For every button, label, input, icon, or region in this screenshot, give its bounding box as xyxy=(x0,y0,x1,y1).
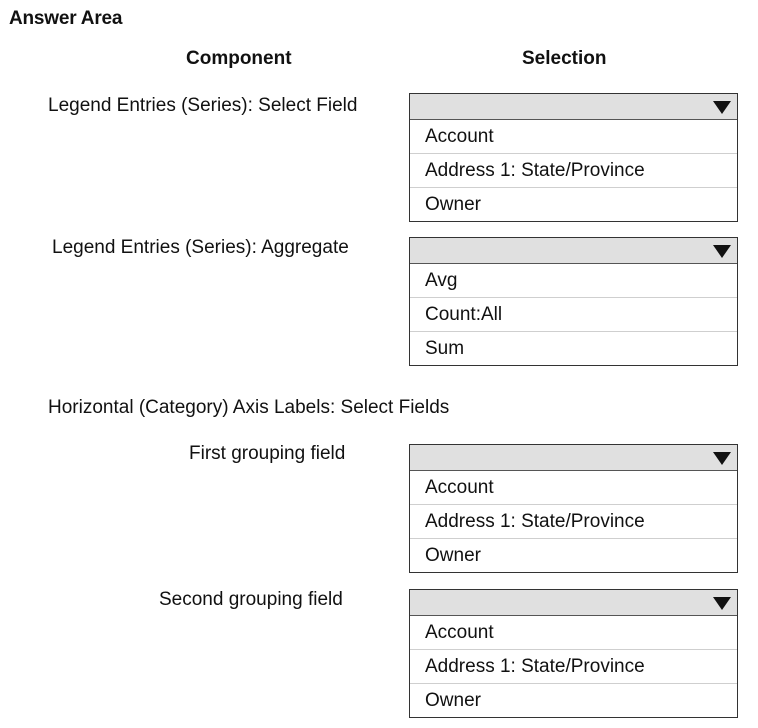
second-grouping-field-label: Second grouping field xyxy=(159,589,343,610)
second-grouping-field-dropdown[interactable] xyxy=(409,589,738,718)
component-header: Component xyxy=(186,48,292,69)
legend-series-aggregate-dropdown[interactable] xyxy=(409,237,738,366)
answer-area-title: Answer Area xyxy=(9,8,123,29)
chevron-down-icon[interactable] xyxy=(706,238,737,263)
dropdown-option[interactable]: Avg xyxy=(410,264,737,298)
dropdown-option[interactable]: Owner xyxy=(410,539,737,572)
dropdown-header[interactable] xyxy=(410,590,737,616)
dropdown-option[interactable]: Account xyxy=(410,616,737,650)
dropdown-option[interactable]: Address 1: State/Province xyxy=(410,154,737,188)
first-grouping-field-label: First grouping field xyxy=(189,443,346,464)
legend-series-field-label: Legend Entries (Series): Select Field xyxy=(48,95,358,116)
dropdown-option[interactable]: Address 1: State/Province xyxy=(410,505,737,539)
chevron-down-icon[interactable] xyxy=(706,445,737,470)
dropdown-header[interactable] xyxy=(410,445,737,471)
chevron-down-icon[interactable] xyxy=(706,94,737,119)
dropdown-option[interactable]: Owner xyxy=(410,188,737,221)
dropdown-option[interactable]: Sum xyxy=(410,332,737,365)
dropdown-header[interactable] xyxy=(410,94,737,120)
legend-series-field-dropdown[interactable] xyxy=(409,93,738,222)
legend-series-aggregate-label: Legend Entries (Series): Aggregate xyxy=(52,237,349,258)
dropdown-option[interactable]: Account xyxy=(410,120,737,154)
dropdown-option[interactable]: Account xyxy=(410,471,737,505)
dropdown-option[interactable]: Address 1: State/Province xyxy=(410,650,737,684)
dropdown-option[interactable]: Count:All xyxy=(410,298,737,332)
dropdown-header[interactable] xyxy=(410,238,737,264)
selection-header: Selection xyxy=(522,48,607,69)
first-grouping-field-dropdown[interactable] xyxy=(409,444,738,573)
chevron-down-icon[interactable] xyxy=(706,590,737,615)
category-axis-section-label: Horizontal (Category) Axis Labels: Select Fields xyxy=(48,397,450,418)
dropdown-option[interactable]: Owner xyxy=(410,684,737,717)
